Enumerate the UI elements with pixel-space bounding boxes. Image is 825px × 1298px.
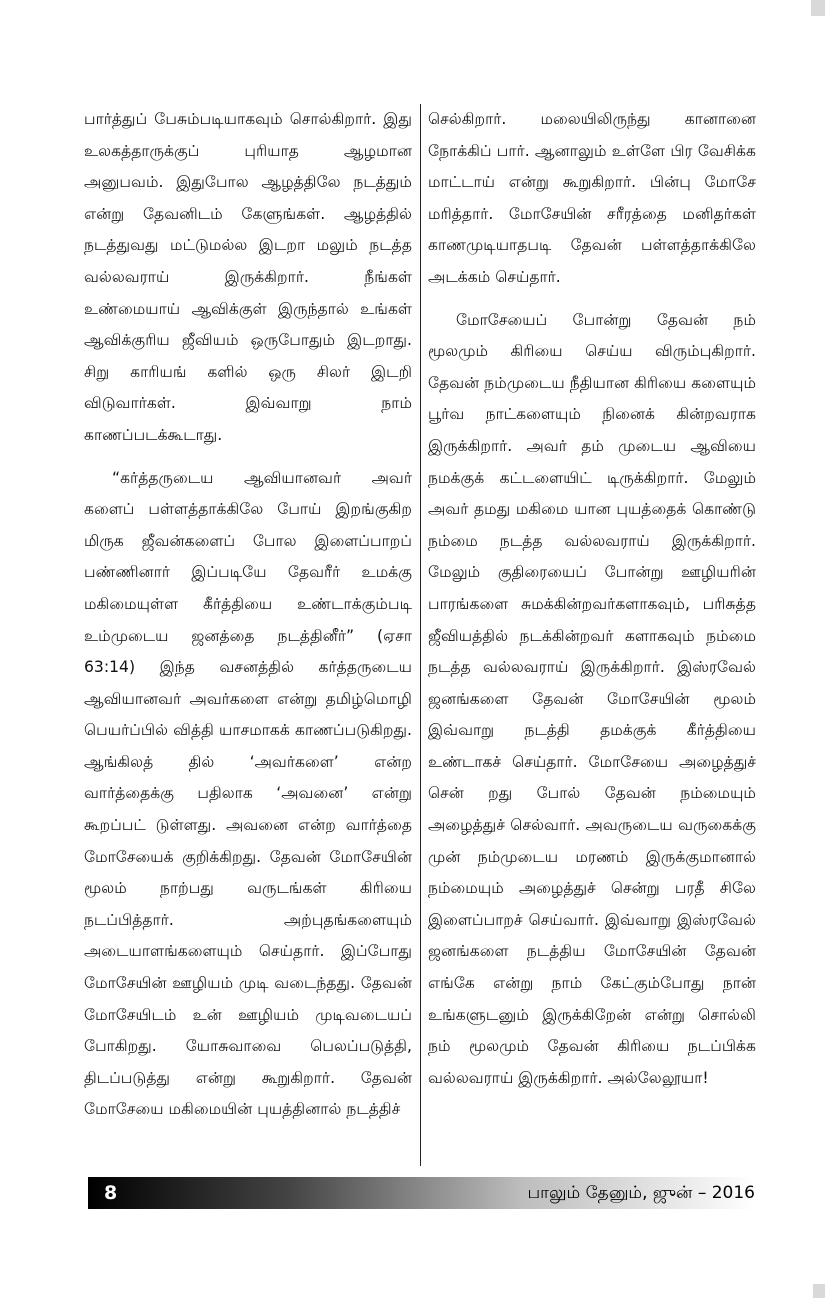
page-number: 8 [104,1182,118,1204]
page-corner-top [811,0,825,16]
right-paragraph-1: செல்கிறார். மலையிலிருந்து கானானை நோக்கிப் பார். ஆனாலும் உள்ளே பிர வேசிக்க மாட்டாய் என்று கூறுகிறார். பின்பு மோசே மரித்தார். மோசேயின் சரீரத்தை மனிதர்கள் காணமுடியாதபடி தேவன் பள்ளத்தாக்கிலே அடக்கம் செய்தார். [428,110,756,286]
page-corner-bottom [813,1284,825,1298]
magazine-issue-title: பாலும் தேனும், ஜுன் – 2016 [527,1183,755,1203]
left-paragraph-2: “கர்த்தருடைய ஆவியானவர் அவர் களைப் பள்ளத்தாக்கிலே போய் இறங்குகிற மிருக ஜீவன்களைப் போல இளைப்பாறப் பண்ணினார் இப்படியே தேவரீர் உமக்கு மகிமையுள்ள கீர்த்தியை உண்டாக்கும்படி உம்முடைய ஜனத்தை நடத்தினீர்” (ஏசா 63:14) இந்த வசனத்தில் கர்த்தருடைய ஆவியானவர் அவர்களை என்று தமிழ்மொழி பெயர்ப்பில் வித்தி யாசமாகக் காணப்படுகிறது. ஆங்கிலத் தில் ‘அவர்களை’ என்ற வார்த்தைக்கு பதிலாக ‘அவனை’ என்று கூறப்பட் டுள்ளது. அவனை என்ற வார்த்தை மோசேயைக் குறிக்கிறது. தேவன் மோசேயின் மூலம் நாற்பது வருடங்கள் கிரியை நடப்பித்தார். அற்புதங்களையும் அடையாளங்களையும் செய்தார். இப்போது மோசேயின் ஊழியம் முடி வடைந்தது. தேவன் மோசேயிடம் உன் ஊழியம் முடிவடையப் போகிறது. யோசுவாவை பெலப்படுத்தி, திடப்படுத்து என்று கூறுகிறார். தேவன் மோசேயை மகிமையின் புயத்தினால் நடத்திச் [84,468,412,1119]
right-column [428,104,756,1094]
left-paragraph-1: பார்த்துப் பேசும்படியாகவும் சொல்கிறார். இது உலகத்தாருக்குப் புரியாத ஆழமான அனுபவம். இதுபோல ஆழத்திலே நடத்தும் என்று தேவனிடம் கேளுங்கள். ஆழத்தில் நடத்துவது மட்டுமல்ல இடறா மலும் நடத்த வல்லவராய் இருக்கிறார். நீங்கள் உண்மையாய் ஆவிக்குள் இருந்தால் உங்கள் ஆவிக்குரிய ஜீவியம் ஒருபோதும் இடறாது. சிறு காரியங் களில் ஒரு சிலர் இடறி விடுவார்கள். இவ்வாறு நாம் காணப்படக்கூடாது. [84,110,412,444]
right-paragraph-2: மோசேயைப் போன்று தேவன் நம் மூலமும் கிரியை செய்ய விரும்புகிறார். தேவன் நம்முடைய நீதியான கிரியை களையும் பூர்வ நாட்களையும் நினைக் கின்றவராக இருக்கிறார். அவர் தம் முடைய ஆவியை நமக்குக் கட்டளையிட் டிருக்கிறார். மேலும் அவர் தமது மகிமை யான புயத்தைக் கொண்டு நம்மை நடத்த வல்லவராய் இருக்கிறார். மேலும் குதிரையைப் போன்று ஊழியரின் பாரங்களை சுமக்கின்றவர்களாகவும், பரிசுத்த ஜீவியத்தில் நடக்கின்றவர் களாகவும் நம்மை நடத்த வல்லவராய் இருக்கிறார். இஸ்ரவேல் ஜனங்களை தேவன் மோசேயின் மூலம் இவ்வாறு நடத்தி தமக்குக் கீர்த்தியை உண்டாகச் செய்தார். மோசேயை அழைத்துச் சென் றது போல் தேவன் நம்மையும் அழைத்துச் செல்வார். அவருடைய வருகைக்கு முன் நம்முடைய மரணம் இருக்குமானால் நம்மையும் அழைத்துச் சென்று பரதீ சிலே இளைப்பாறச் செய்வார். இவ்வாறு இஸ்ரவேல் ஜனங்களை நடத்திய மோசேயின் தேவன் எங்கே என்று நாம் கேட்கும்போது நான் உங்களுடனும் இருக்கிறேன் என்று சொல்லி நம் மூலமும் தேவன் கிரியை நடப்பிக்க வல்லவராய் இருக்கிறார். அல்லேலூயா! [428,310,756,1087]
column-divider [420,104,421,1166]
left-column [84,104,412,1126]
